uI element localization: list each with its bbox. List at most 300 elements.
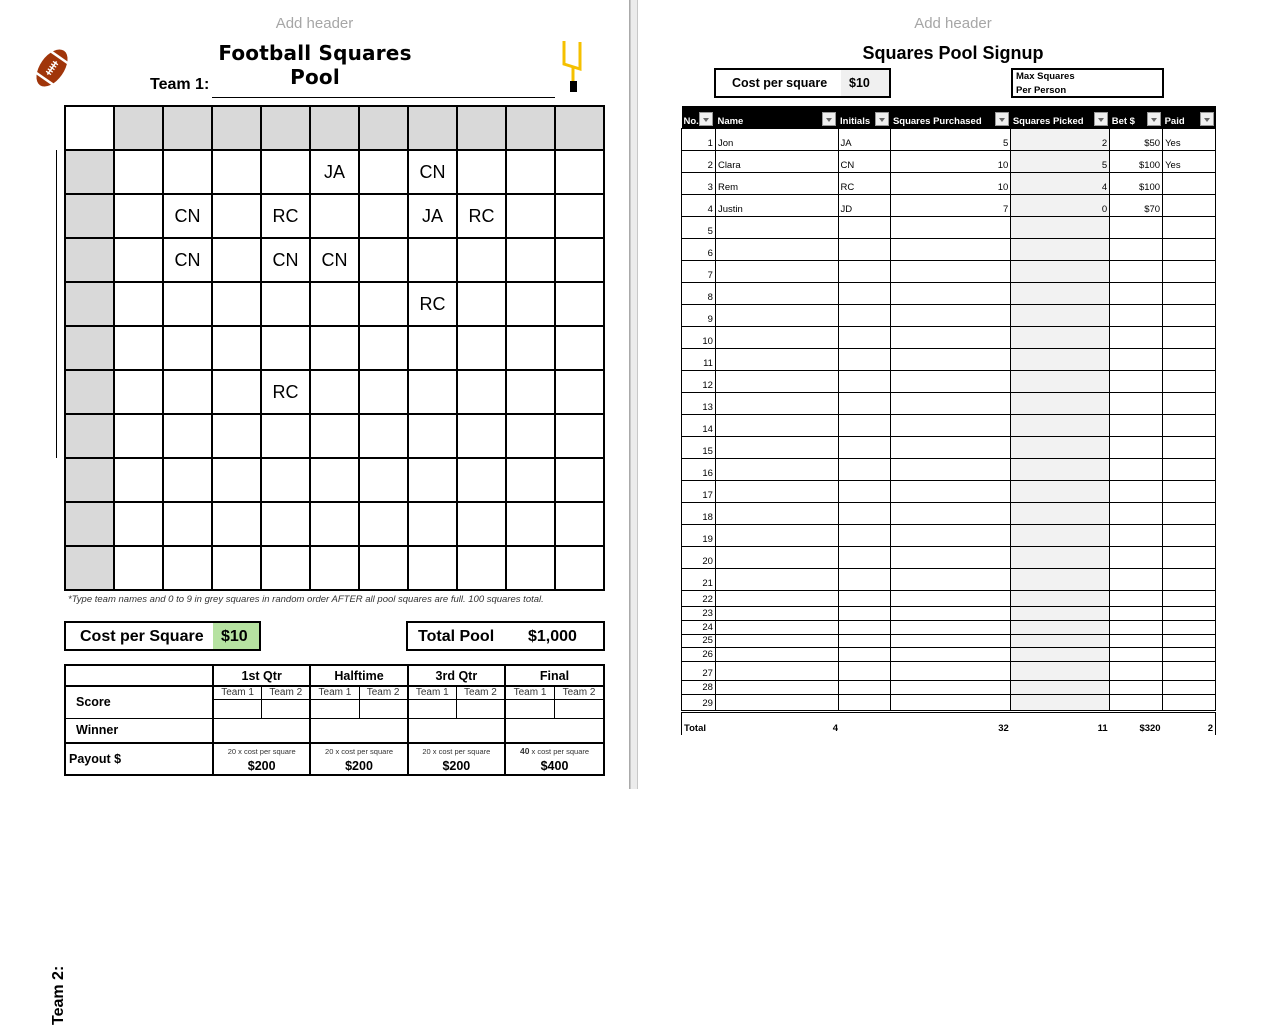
square-cell[interactable]	[555, 414, 604, 458]
filter-dropdown-icon[interactable]	[995, 112, 1009, 126]
bet-cell[interactable]	[1110, 216, 1163, 238]
square-cell[interactable]	[506, 546, 555, 590]
winner-cell[interactable]	[213, 718, 310, 743]
square-cell[interactable]	[212, 326, 261, 370]
paid-cell[interactable]	[1163, 568, 1216, 590]
team2-digit-cell[interactable]	[65, 194, 114, 238]
square-cell[interactable]	[261, 150, 310, 194]
filter-dropdown-icon[interactable]	[875, 112, 889, 126]
team2-name-field[interactable]	[56, 150, 57, 458]
bet-cell[interactable]	[1110, 348, 1163, 370]
square-cell[interactable]	[555, 150, 604, 194]
square-cell[interactable]	[310, 370, 359, 414]
square-cell[interactable]: CN	[310, 238, 359, 282]
squares-purchased-cell[interactable]	[891, 326, 1011, 348]
square-cell[interactable]	[359, 502, 408, 546]
square-cell[interactable]: RC	[408, 282, 457, 326]
squares-purchased-cell[interactable]	[891, 458, 1011, 480]
filter-dropdown-icon[interactable]	[1147, 112, 1161, 126]
team2-digit-cell[interactable]	[65, 502, 114, 546]
square-cell[interactable]	[310, 282, 359, 326]
square-cell[interactable]	[163, 502, 212, 546]
initials-cell[interactable]	[838, 546, 891, 568]
team2-digit-cell[interactable]	[65, 458, 114, 502]
paid-cell[interactable]	[1163, 194, 1216, 216]
squares-purchased-cell[interactable]: 10	[891, 150, 1011, 172]
paid-cell[interactable]	[1163, 502, 1216, 524]
initials-cell[interactable]: CN	[838, 150, 891, 172]
paid-cell[interactable]	[1163, 260, 1216, 282]
squares-purchased-cell[interactable]	[891, 634, 1011, 647]
initials-cell[interactable]	[838, 260, 891, 282]
initials-cell[interactable]: RC	[838, 172, 891, 194]
paid-cell[interactable]	[1163, 370, 1216, 392]
square-cell[interactable]	[506, 370, 555, 414]
score-input-cell[interactable]	[213, 699, 262, 718]
bet-cell[interactable]	[1110, 620, 1163, 634]
square-cell[interactable]	[506, 194, 555, 238]
squares-purchased-cell[interactable]: 5	[891, 128, 1011, 150]
add-header-placeholder[interactable]: Add header	[275, 15, 354, 32]
square-cell[interactable]	[359, 370, 408, 414]
score-input-cell[interactable]	[408, 699, 457, 718]
team1-digit-cell[interactable]	[457, 106, 506, 150]
bet-cell[interactable]: $100	[1110, 150, 1163, 172]
square-cell[interactable]	[408, 238, 457, 282]
paid-cell[interactable]	[1163, 326, 1216, 348]
paid-cell[interactable]	[1163, 304, 1216, 326]
square-cell[interactable]: CN	[408, 150, 457, 194]
name-cell[interactable]	[715, 634, 838, 647]
name-cell[interactable]	[715, 661, 838, 680]
squares-purchased-cell[interactable]: 10	[891, 172, 1011, 194]
squares-purchased-cell[interactable]	[891, 370, 1011, 392]
initials-cell[interactable]	[838, 634, 891, 647]
initials-cell[interactable]	[838, 370, 891, 392]
bet-cell[interactable]	[1110, 524, 1163, 546]
name-cell[interactable]: Clara	[715, 150, 838, 172]
name-cell[interactable]	[715, 392, 838, 414]
square-cell[interactable]	[261, 502, 310, 546]
column-header-name[interactable]: Name	[715, 106, 838, 128]
square-cell[interactable]	[408, 326, 457, 370]
name-cell[interactable]	[715, 647, 838, 661]
square-cell[interactable]	[261, 458, 310, 502]
square-cell[interactable]	[212, 546, 261, 590]
score-input-cell[interactable]	[359, 699, 408, 718]
squares-purchased-cell[interactable]: 7	[891, 194, 1011, 216]
bet-cell[interactable]	[1110, 370, 1163, 392]
squares-purchased-cell[interactable]	[891, 694, 1011, 711]
initials-cell[interactable]	[838, 238, 891, 260]
name-cell[interactable]: Justin	[715, 194, 838, 216]
squares-purchased-cell[interactable]	[891, 480, 1011, 502]
name-cell[interactable]	[715, 680, 838, 694]
square-cell[interactable]	[506, 150, 555, 194]
team1-name-field[interactable]	[212, 97, 555, 98]
square-cell[interactable]	[457, 150, 506, 194]
score-input-cell[interactable]	[310, 699, 359, 718]
initials-cell[interactable]	[838, 568, 891, 590]
squares-purchased-cell[interactable]	[891, 590, 1011, 606]
initials-cell[interactable]	[838, 392, 891, 414]
square-cell[interactable]	[555, 502, 604, 546]
square-cell[interactable]	[555, 282, 604, 326]
squares-purchased-cell[interactable]	[891, 392, 1011, 414]
square-cell[interactable]	[310, 458, 359, 502]
bet-cell[interactable]: $100	[1110, 172, 1163, 194]
bet-cell[interactable]	[1110, 546, 1163, 568]
square-cell[interactable]	[359, 414, 408, 458]
name-cell[interactable]	[715, 326, 838, 348]
name-cell[interactable]	[715, 436, 838, 458]
square-cell[interactable]	[163, 546, 212, 590]
paid-cell[interactable]	[1163, 647, 1216, 661]
name-cell[interactable]	[715, 546, 838, 568]
name-cell[interactable]	[715, 606, 838, 620]
paid-cell[interactable]	[1163, 546, 1216, 568]
squares-purchased-cell[interactable]	[891, 216, 1011, 238]
square-cell[interactable]	[114, 194, 163, 238]
column-header-squares-picked[interactable]: Squares Picked	[1011, 106, 1110, 128]
square-cell[interactable]	[457, 282, 506, 326]
team1-digit-cell[interactable]	[261, 106, 310, 150]
score-input-cell[interactable]	[554, 699, 604, 718]
square-cell[interactable]	[261, 282, 310, 326]
initials-cell[interactable]	[838, 647, 891, 661]
initials-cell[interactable]	[838, 620, 891, 634]
name-cell[interactable]	[715, 620, 838, 634]
initials-cell[interactable]	[838, 480, 891, 502]
paid-cell[interactable]	[1163, 620, 1216, 634]
cost-per-square-value[interactable]: $10	[213, 623, 259, 649]
square-cell[interactable]	[359, 150, 408, 194]
paid-cell[interactable]	[1163, 348, 1216, 370]
square-cell[interactable]	[310, 546, 359, 590]
square-cell[interactable]	[359, 282, 408, 326]
paid-cell[interactable]	[1163, 680, 1216, 694]
paid-cell[interactable]	[1163, 282, 1216, 304]
square-cell[interactable]	[163, 414, 212, 458]
square-cell[interactable]: CN	[163, 194, 212, 238]
team1-digit-cell[interactable]	[555, 106, 604, 150]
bet-cell[interactable]	[1110, 414, 1163, 436]
square-cell[interactable]	[457, 502, 506, 546]
square-cell[interactable]	[555, 194, 604, 238]
bet-cell[interactable]	[1110, 480, 1163, 502]
initials-cell[interactable]	[838, 326, 891, 348]
paid-cell[interactable]	[1163, 414, 1216, 436]
squares-purchased-cell[interactable]	[891, 260, 1011, 282]
square-cell[interactable]	[408, 546, 457, 590]
bet-cell[interactable]	[1110, 260, 1163, 282]
square-cell[interactable]	[359, 194, 408, 238]
square-cell[interactable]	[310, 502, 359, 546]
initials-cell[interactable]: JD	[838, 194, 891, 216]
square-cell[interactable]	[506, 238, 555, 282]
squares-purchased-cell[interactable]	[891, 414, 1011, 436]
bet-cell[interactable]	[1110, 568, 1163, 590]
team2-digit-cell[interactable]	[65, 238, 114, 282]
team2-digit-cell[interactable]	[65, 282, 114, 326]
squares-purchased-cell[interactable]	[891, 238, 1011, 260]
square-cell[interactable]	[212, 502, 261, 546]
initials-cell[interactable]	[838, 436, 891, 458]
square-cell[interactable]	[408, 502, 457, 546]
square-cell[interactable]	[555, 238, 604, 282]
square-cell[interactable]	[114, 458, 163, 502]
filter-dropdown-icon[interactable]	[1200, 112, 1214, 126]
team2-digit-cell[interactable]	[65, 326, 114, 370]
initials-cell[interactable]	[838, 304, 891, 326]
square-cell[interactable]	[163, 282, 212, 326]
name-cell[interactable]: Jon	[715, 128, 838, 150]
squares-purchased-cell[interactable]	[891, 568, 1011, 590]
square-cell[interactable]	[457, 238, 506, 282]
initials-cell[interactable]	[838, 606, 891, 620]
score-input-cell[interactable]	[262, 699, 311, 718]
winner-cell[interactable]	[310, 718, 407, 743]
square-cell[interactable]	[555, 458, 604, 502]
name-cell[interactable]	[715, 524, 838, 546]
square-cell[interactable]: RC	[457, 194, 506, 238]
squares-purchased-cell[interactable]	[891, 348, 1011, 370]
square-cell[interactable]	[555, 546, 604, 590]
square-cell[interactable]	[359, 238, 408, 282]
name-cell[interactable]	[715, 348, 838, 370]
name-cell[interactable]	[715, 414, 838, 436]
name-cell[interactable]	[715, 568, 838, 590]
square-cell[interactable]	[506, 414, 555, 458]
bet-cell[interactable]	[1110, 436, 1163, 458]
initials-cell[interactable]	[838, 282, 891, 304]
squares-purchased-cell[interactable]	[891, 304, 1011, 326]
winner-cell[interactable]	[408, 718, 505, 743]
square-cell[interactable]	[114, 282, 163, 326]
paid-cell[interactable]: Yes	[1163, 150, 1216, 172]
square-cell[interactable]: RC	[261, 370, 310, 414]
square-cell[interactable]: CN	[163, 238, 212, 282]
winner-cell[interactable]	[505, 718, 604, 743]
squares-purchased-cell[interactable]	[891, 606, 1011, 620]
filter-dropdown-icon[interactable]	[699, 112, 713, 126]
square-cell[interactable]	[212, 370, 261, 414]
paid-cell[interactable]: Yes	[1163, 128, 1216, 150]
paid-cell[interactable]	[1163, 458, 1216, 480]
name-cell[interactable]	[715, 590, 838, 606]
square-cell[interactable]	[457, 326, 506, 370]
square-cell[interactable]	[310, 414, 359, 458]
bet-cell[interactable]	[1110, 502, 1163, 524]
add-header-placeholder[interactable]: Add header	[914, 15, 992, 32]
square-cell[interactable]	[114, 326, 163, 370]
square-cell[interactable]	[555, 326, 604, 370]
bet-cell[interactable]	[1110, 282, 1163, 304]
square-cell[interactable]	[261, 326, 310, 370]
square-cell[interactable]	[506, 502, 555, 546]
column-header-paid[interactable]: Paid	[1163, 106, 1216, 128]
bet-cell[interactable]	[1110, 590, 1163, 606]
initials-cell[interactable]	[838, 458, 891, 480]
initials-cell[interactable]	[838, 414, 891, 436]
paid-cell[interactable]	[1163, 661, 1216, 680]
paid-cell[interactable]	[1163, 172, 1216, 194]
square-cell[interactable]: CN	[261, 238, 310, 282]
name-cell[interactable]	[715, 694, 838, 711]
name-cell[interactable]	[715, 304, 838, 326]
squares-purchased-cell[interactable]	[891, 647, 1011, 661]
column-header-bet[interactable]: Bet $	[1110, 106, 1163, 128]
square-cell[interactable]	[359, 326, 408, 370]
square-cell[interactable]	[457, 414, 506, 458]
square-cell[interactable]	[212, 238, 261, 282]
square-cell[interactable]	[114, 414, 163, 458]
initials-cell[interactable]	[838, 524, 891, 546]
square-cell[interactable]	[114, 150, 163, 194]
squares-purchased-cell[interactable]	[891, 436, 1011, 458]
bet-cell[interactable]	[1110, 326, 1163, 348]
max-squares-box[interactable]	[1011, 68, 1164, 98]
column-header-squares-purchased[interactable]: Squares Purchased	[891, 106, 1011, 128]
name-cell[interactable]	[715, 216, 838, 238]
bet-cell[interactable]	[1110, 661, 1163, 680]
initials-cell[interactable]	[838, 502, 891, 524]
square-cell[interactable]	[408, 414, 457, 458]
team1-digit-cell[interactable]	[359, 106, 408, 150]
name-cell[interactable]	[715, 238, 838, 260]
column-header-initials[interactable]: Initials	[838, 106, 891, 128]
bet-cell[interactable]	[1110, 392, 1163, 414]
initials-cell[interactable]: JA	[838, 128, 891, 150]
square-cell[interactable]	[506, 458, 555, 502]
square-cell[interactable]	[457, 370, 506, 414]
square-cell[interactable]	[114, 546, 163, 590]
table-row	[682, 694, 1216, 711]
square-cell[interactable]	[163, 150, 212, 194]
team1-digit-cell[interactable]	[408, 106, 457, 150]
squares-purchased-cell[interactable]	[891, 661, 1011, 680]
square-cell[interactable]	[163, 370, 212, 414]
square-cell[interactable]	[114, 370, 163, 414]
score-input-cell[interactable]	[456, 699, 505, 718]
bet-cell[interactable]	[1110, 694, 1163, 711]
paid-cell[interactable]	[1163, 436, 1216, 458]
bet-cell[interactable]	[1110, 634, 1163, 647]
bet-cell[interactable]	[1110, 680, 1163, 694]
paid-cell[interactable]	[1163, 216, 1216, 238]
square-cell[interactable]: RC	[261, 194, 310, 238]
paid-cell[interactable]	[1163, 634, 1216, 647]
square-cell[interactable]	[212, 458, 261, 502]
square-cell[interactable]	[212, 414, 261, 458]
bet-cell[interactable]	[1110, 647, 1163, 661]
name-cell[interactable]	[715, 282, 838, 304]
team1-digit-cell[interactable]	[212, 106, 261, 150]
square-cell[interactable]	[163, 326, 212, 370]
score-input-cell[interactable]	[505, 699, 554, 718]
square-cell[interactable]	[212, 194, 261, 238]
square-cell[interactable]	[114, 502, 163, 546]
square-cell[interactable]	[261, 546, 310, 590]
squares-purchased-cell[interactable]	[891, 502, 1011, 524]
square-cell[interactable]	[555, 370, 604, 414]
filter-dropdown-icon[interactable]	[822, 112, 836, 126]
filter-dropdown-icon[interactable]	[1094, 112, 1108, 126]
name-cell[interactable]	[715, 480, 838, 502]
name-cell[interactable]	[715, 502, 838, 524]
name-cell[interactable]	[715, 370, 838, 392]
initials-cell[interactable]	[838, 661, 891, 680]
square-cell[interactable]	[457, 458, 506, 502]
paid-cell[interactable]	[1163, 392, 1216, 414]
square-cell[interactable]	[310, 326, 359, 370]
name-cell[interactable]	[715, 458, 838, 480]
paid-cell[interactable]	[1163, 590, 1216, 606]
team2-digit-cell[interactable]	[65, 546, 114, 590]
square-cell[interactable]	[114, 238, 163, 282]
team2-digit-cell[interactable]	[65, 150, 114, 194]
team2-digit-cell[interactable]	[65, 370, 114, 414]
initials-cell[interactable]	[838, 694, 891, 711]
square-cell[interactable]: JA	[310, 150, 359, 194]
team1-digit-cell[interactable]	[506, 106, 555, 150]
team1-digit-cell[interactable]	[163, 106, 212, 150]
square-cell[interactable]: JA	[408, 194, 457, 238]
bet-cell[interactable]: $70	[1110, 194, 1163, 216]
initials-cell[interactable]	[838, 348, 891, 370]
square-cell[interactable]	[359, 458, 408, 502]
square-cell[interactable]	[212, 282, 261, 326]
column-header-no[interactable]: No.	[682, 106, 716, 128]
name-cell[interactable]	[715, 260, 838, 282]
paid-cell[interactable]	[1163, 480, 1216, 502]
table-row	[682, 436, 1216, 458]
paid-cell[interactable]	[1163, 694, 1216, 711]
square-cell[interactable]	[408, 458, 457, 502]
squares-purchased-cell[interactable]	[891, 620, 1011, 634]
team2-digit-cell[interactable]	[65, 414, 114, 458]
paid-cell[interactable]	[1163, 524, 1216, 546]
paid-cell[interactable]	[1163, 606, 1216, 620]
square-cell[interactable]	[212, 150, 261, 194]
name-cell[interactable]: Rem	[715, 172, 838, 194]
bet-cell[interactable]	[1110, 304, 1163, 326]
team1-digit-cell[interactable]	[114, 106, 163, 150]
square-cell[interactable]	[359, 546, 408, 590]
initials-cell[interactable]	[838, 680, 891, 694]
bet-cell[interactable]	[1110, 606, 1163, 620]
square-cell[interactable]	[506, 282, 555, 326]
cost-per-square-value[interactable]: $10	[841, 70, 889, 96]
squares-purchased-cell[interactable]	[891, 680, 1011, 694]
square-cell[interactable]	[261, 414, 310, 458]
initials-cell[interactable]	[838, 216, 891, 238]
paid-cell[interactable]	[1163, 238, 1216, 260]
squares-purchased-cell[interactable]	[891, 282, 1011, 304]
square-cell[interactable]	[506, 326, 555, 370]
square-cell[interactable]	[310, 194, 359, 238]
initials-cell[interactable]	[838, 590, 891, 606]
square-cell[interactable]	[457, 546, 506, 590]
squares-purchased-cell[interactable]	[891, 546, 1011, 568]
squares-purchased-cell[interactable]	[891, 524, 1011, 546]
square-cell[interactable]	[408, 370, 457, 414]
square-cell[interactable]	[163, 458, 212, 502]
bet-cell[interactable]	[1110, 238, 1163, 260]
bet-cell[interactable]: $50	[1110, 128, 1163, 150]
bet-cell[interactable]	[1110, 458, 1163, 480]
team1-digit-cell[interactable]	[310, 106, 359, 150]
